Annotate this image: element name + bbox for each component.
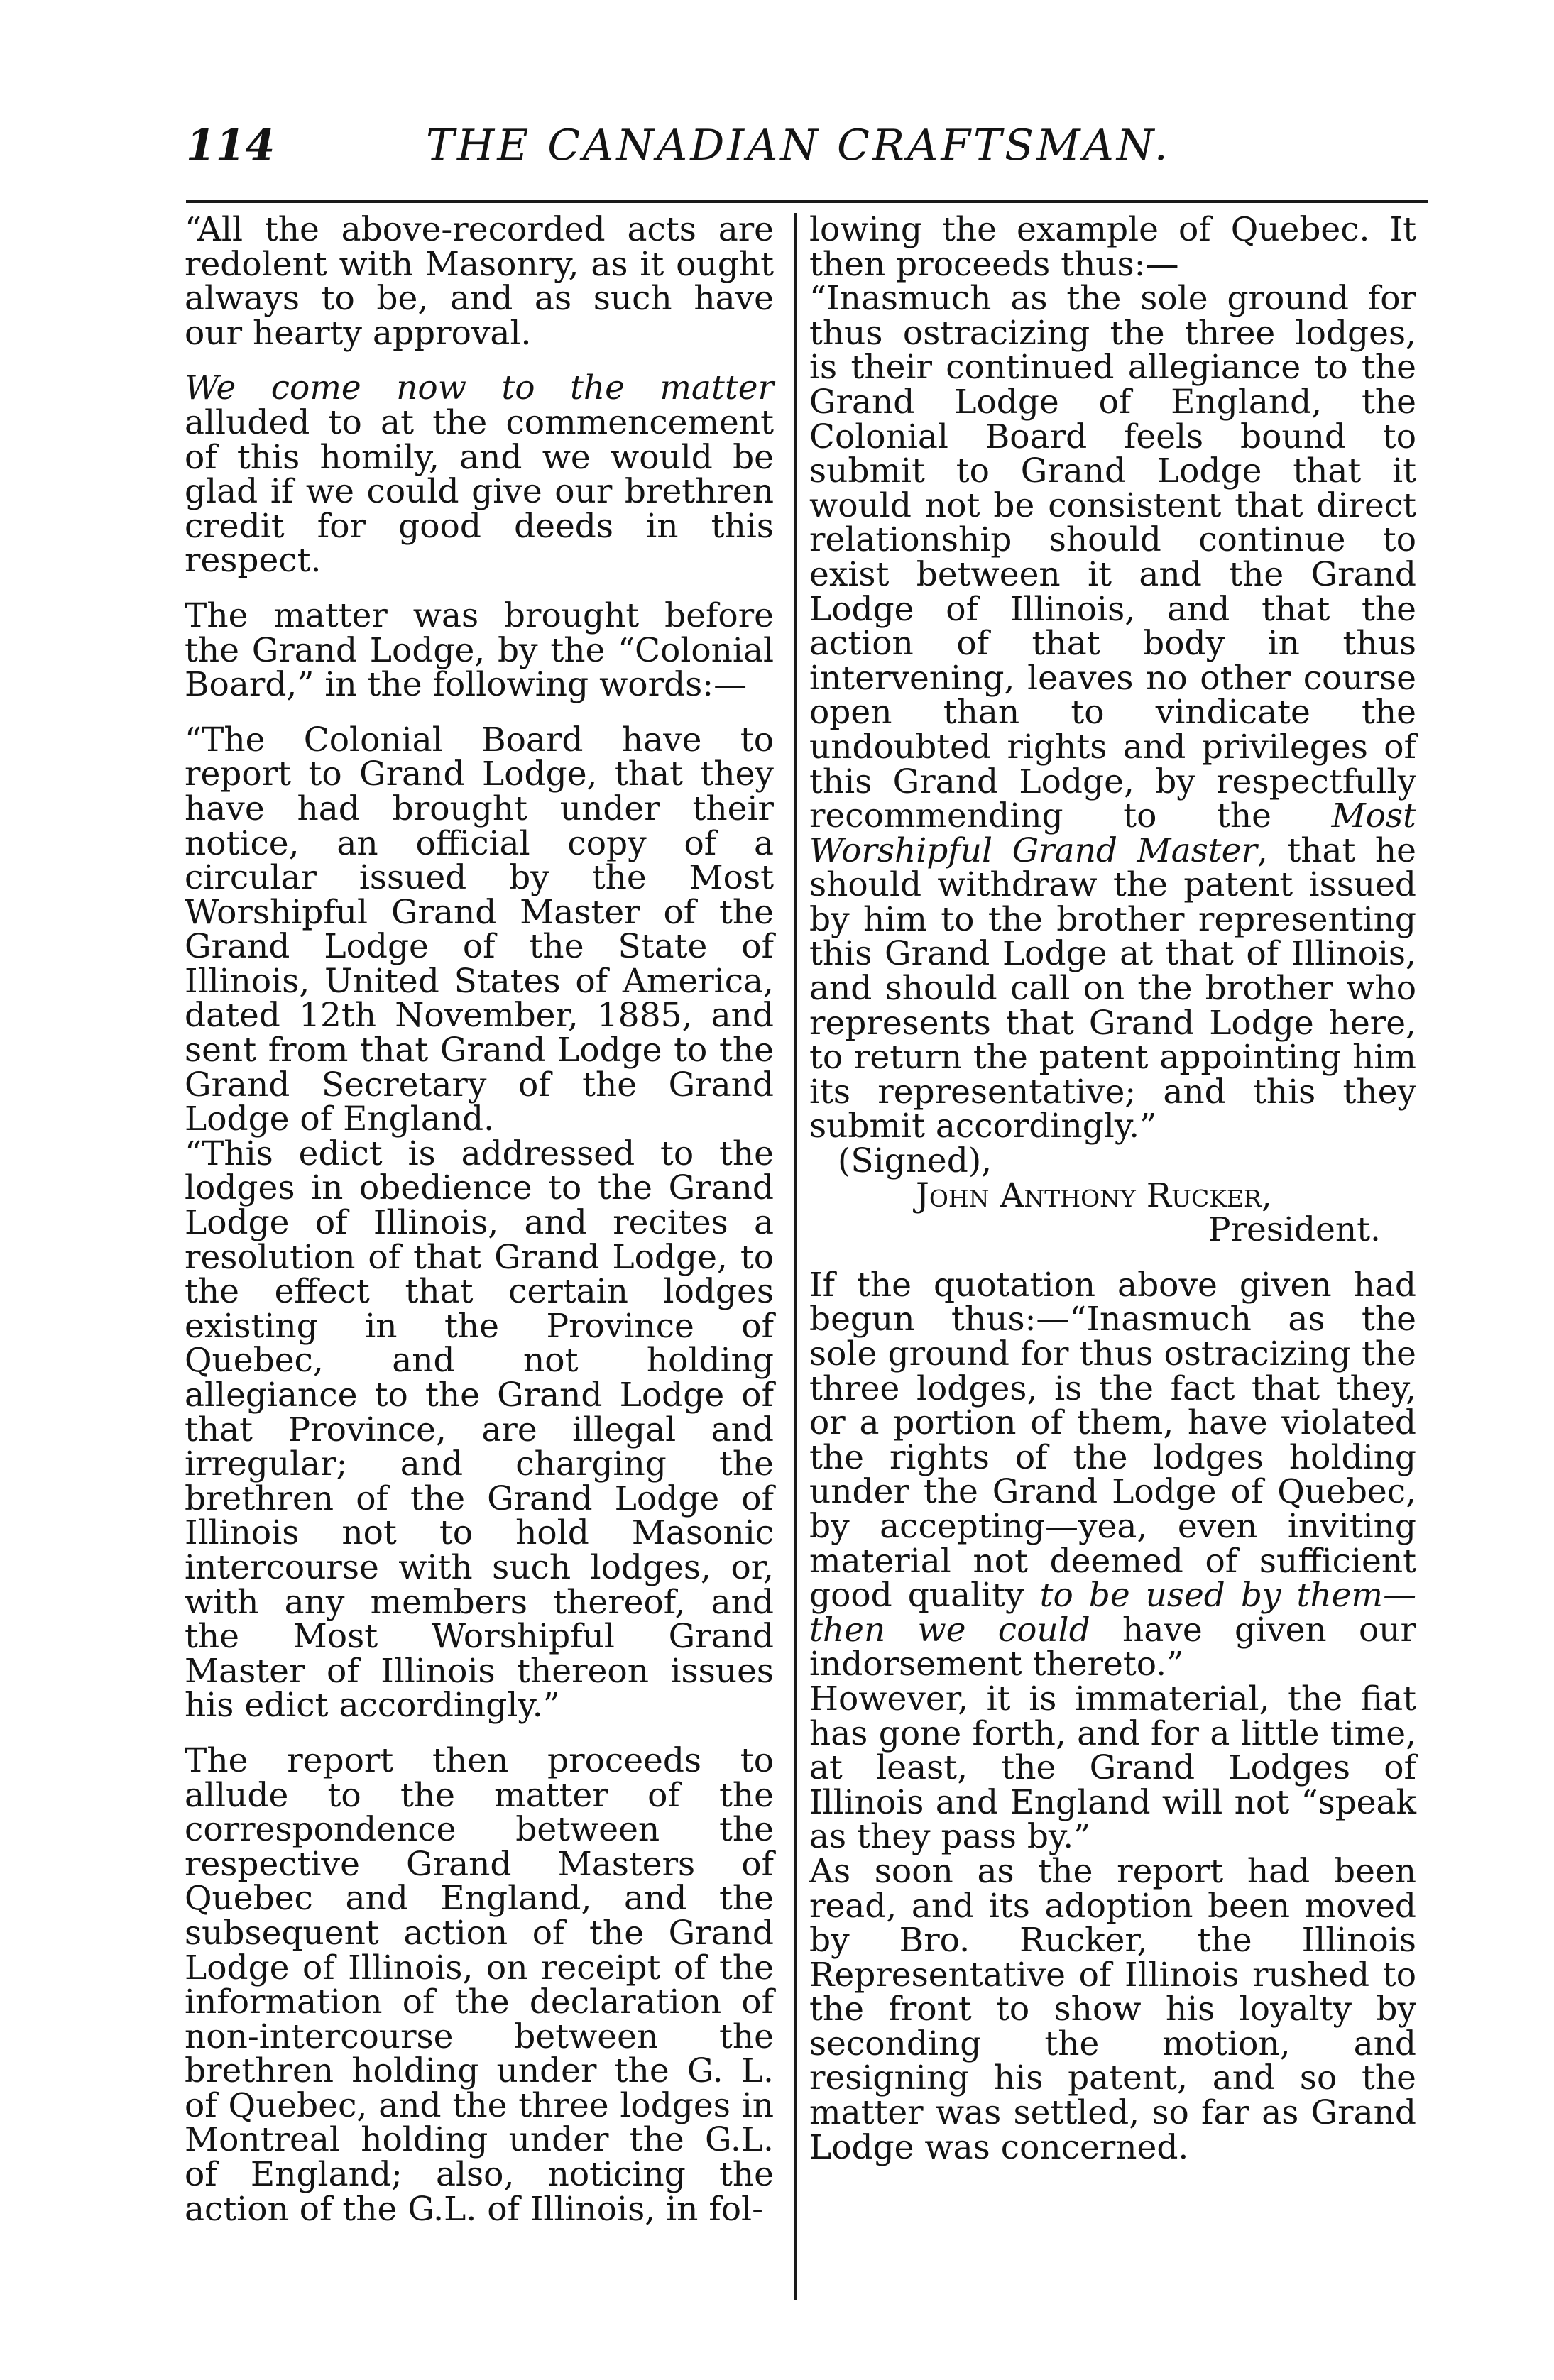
- paragraph: However, it is immaterial, the fiat has gone forth, and for a little time, at least, the Grand Lodges of Illinois and England will not “speak as they pass by.”: [809, 1679, 1416, 1857]
- paragraph: “All the above-recorded acts are redolent with Masonry, as it ought always to be, and as such have our hearty approval.: [185, 210, 774, 353]
- paragraph: [809, 1265, 1416, 1684]
- header-rule: [186, 200, 1428, 203]
- column-divider: [794, 213, 797, 2300]
- paragraph-text: , that he should withdraw the patent issued by him to the brother representing this Grand Lodge at that of Illinois, and should call on the brother who represents that Grand Lodge here, to return the patent appointing him its representative; and this they submit accordingly.”: [809, 830, 1416, 1146]
- paragraph: lowing the example of Quebec. It then proceeds thus:—: [809, 210, 1416, 284]
- page-number: 114: [186, 121, 275, 170]
- signature-name: John Anthony Rucker,: [916, 1175, 1272, 1215]
- paragraph-text: “Inasmuch as the sole ground for thus ostracizing the three lodges, is their continued allegiance to the Grand Lodge of England, the Colonial Board feels bound to submit to Grand Lodge that it would not be consistent that direct relationship should continue to exist between it and the Grand Lodge of Illinois, and that the action of that body in thus intervening, leaves no other course open than to vindicate the undoubted rights and privileges of this Grand Lodge, by respectfully recommending to the: [809, 279, 1416, 836]
- signed-label: (Signed),: [838, 1141, 992, 1181]
- italic-text: Most Worshipful Grand Master: [809, 796, 1416, 870]
- paragraph: [185, 368, 774, 581]
- paragraph: As soon as the report had been read, and its adoption been moved by Bro. Rucker, the Illinois Representative of Illinois rushed to the front to show his loyalty by seconding the motion, and resigning his patent, and so the matter was settled, so far as Grand Lodge was concerned.: [809, 1851, 1416, 2167]
- left-column: [185, 210, 774, 2229]
- italic-text: We come now to the matter: [185, 368, 774, 408]
- paragraph: The report then proceeds to allude to the matter of the correspondence between the respective Grand Masters of Quebec and England, and the subsequent action of the Grand Lodge of Illinois, on receipt of the information of the declaration of non-intercourse between the brethren holding under the G. L. of Quebec, and the three lodges in Montreal holding under the G.L. of England; also, noticing the action of the G.L. of Illinois, in fol-: [185, 1740, 774, 2229]
- paragraph-text: alluded to at the commencement of this homily, and we would be glad if we could give our brethren credit for good deeds in this respect.: [185, 402, 774, 581]
- running-title: THE CANADIAN CRAFTSMAN.: [426, 121, 1171, 170]
- right-column: [809, 210, 1416, 2167]
- paragraph: “The Colonial Board have to report to Grand Lodge, that they have had brought under their notice, an official copy of a circular issued by the Most Worshipful Grand Master of the Grand Lodge of the State of Illinois, United States of America, dated 12th November, 1885, and sent from that Grand Lodge to the Grand Secretary of the Grand Lodge of England.: [185, 720, 774, 1139]
- paragraph-text: have given our indorsement thereto.”: [809, 1610, 1416, 1684]
- signature-title: President.: [1208, 1210, 1381, 1250]
- paragraph: The matter was brought before the Grand Lodge, by the “Colonial Board,” in the following words:—: [185, 596, 774, 705]
- page-header: [0, 106, 1554, 185]
- paragraph: [809, 279, 1416, 1146]
- paragraph-text: If the quotation above given had begun thus:—“Inasmuch as the sole ground for thus ostracizing the three lodges, is the fact that they, or a portion of them, have violated the rights of the lodges holding under the Grand Lodge of Quebec, by accepting—yea, even inviting material not deemed of sufficient good quality: [809, 1265, 1416, 1616]
- paragraph: “This edict is addressed to the lodges in obedience to the Grand Lodge of Illinois, and recites a resolution of that Grand Lodge, to the effect that certain lodges existing in the Province of Quebec, and not holding allegiance to the Grand Lodge of that Province, are illegal and irregular; and charging the brethren of the Grand Lodge of Illinois not to hold Masonic intercourse with such lodges, or, with any members thereof, and the Most Worshipful Grand Master of Illinois thereon issues his edict accordingly.”: [185, 1134, 774, 1726]
- italic-text: to be used by them—then we could: [809, 1576, 1416, 1650]
